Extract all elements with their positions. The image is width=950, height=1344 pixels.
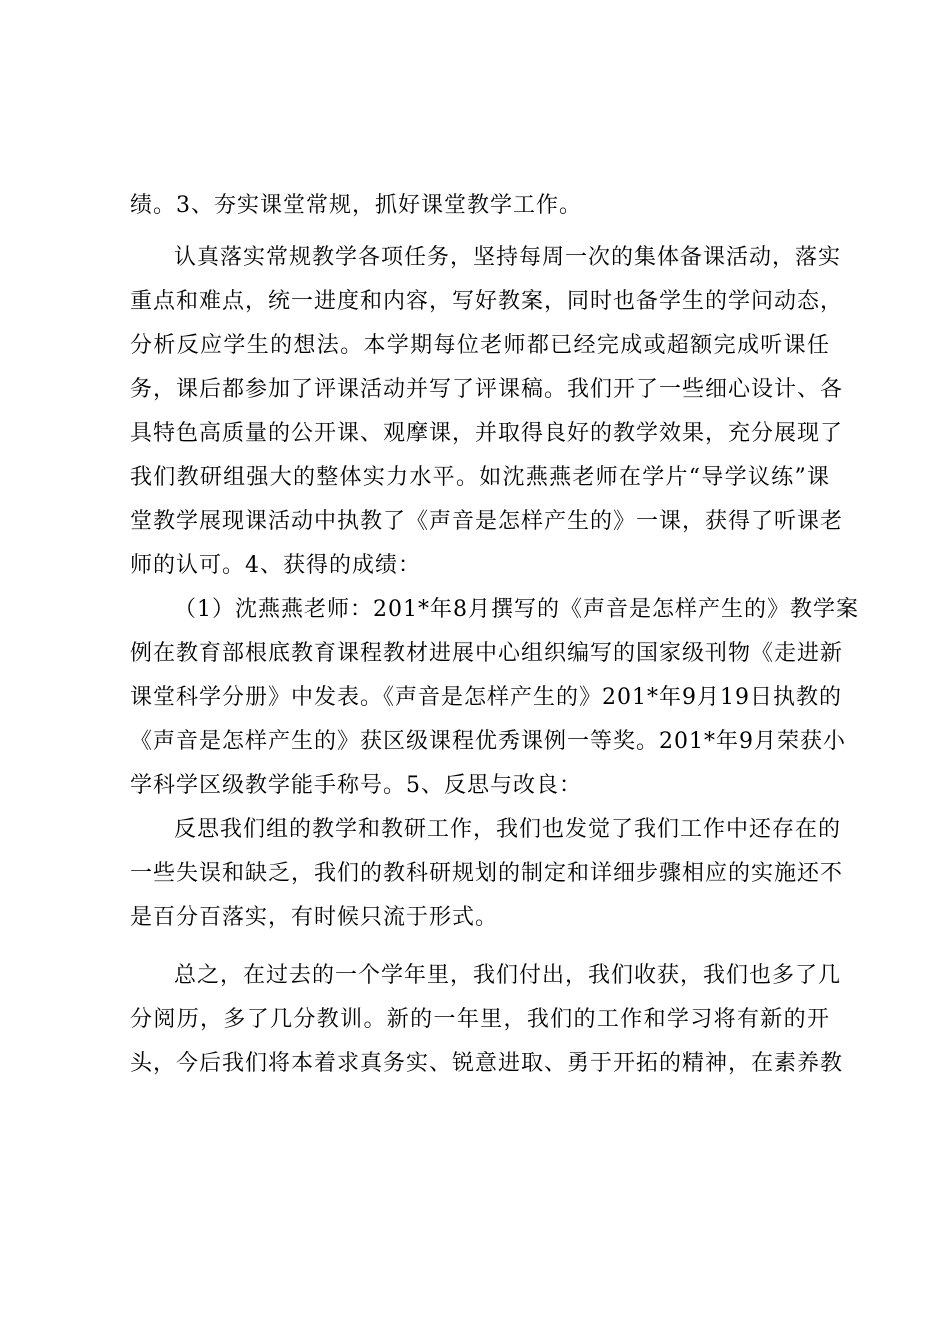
text-line: 认真落实常规教学各项任务，坚持每周一次的集体备课活动，落实 (174, 245, 842, 270)
text-line: 具特色高质量的公开课、观摩课，并取得良好的教学效果，充分展现了 (130, 421, 844, 446)
text-line: 头，今后我们将本着求真务实、锐意进取、勇于开拓的精神，在素养教 (130, 1051, 844, 1076)
text-line: 是百分百落实，有时候只流于形式。 (130, 905, 499, 930)
text-line: 《声音是怎样产生的》获区级课程优秀课例一等奖。201*年9月荣获小 (130, 729, 846, 754)
text-line: 学科学区级教学能手称号。5、反思与改良： (130, 773, 582, 798)
text-line: 务，课后都参加了评课活动并写了评课稿。我们开了一些细心设计、各 (130, 377, 844, 402)
text-line: 总之，在过去的一个学年里，我们付出，我们收获，我们也多了几 (174, 963, 842, 988)
text-line: 一些失误和缺乏，我们的教科研规划的制定和详细步骤相应的实施还不 (130, 861, 844, 886)
text-line: （1）沈燕燕老师：201*年8月撰写的《声音是怎样产生的》教学案 (174, 597, 859, 622)
text-line: 分阅历，多了几分教训。新的一年里，我们的工作和学习将有新的开 (130, 1007, 830, 1032)
text-line: 反思我们组的教学和教研工作，我们也发觉了我们工作中还存在的 (174, 817, 842, 842)
text-line: 绩。3、夯实课堂常规，抓好课堂教学工作。 (130, 193, 582, 218)
text-line: 重点和难点，统一进度和内容，写好教案，同时也备学生的学问动态， (130, 289, 844, 314)
text-line: 堂教学展现课活动中执教了《声音是怎样产生的》一课，获得了听课老 (130, 509, 844, 534)
text-line: 分析反应学生的想法。本学期每位老师都已经完成或超额完成听课任 (130, 333, 830, 358)
text-line: 例在教育部根底教育课程教材进展中心组织编写的国家级刊物《走进新 (130, 641, 844, 666)
text-line: 我们教研组强大的整体实力水平。如沈燕燕老师在学片“导学议练”课 (130, 465, 830, 490)
text-line: 课堂科学分册》中发表。《声音是怎样产生的》201*年9月19日执教的 (130, 685, 842, 710)
text-line: 师的认可。4、获得的成绩： (130, 553, 421, 578)
